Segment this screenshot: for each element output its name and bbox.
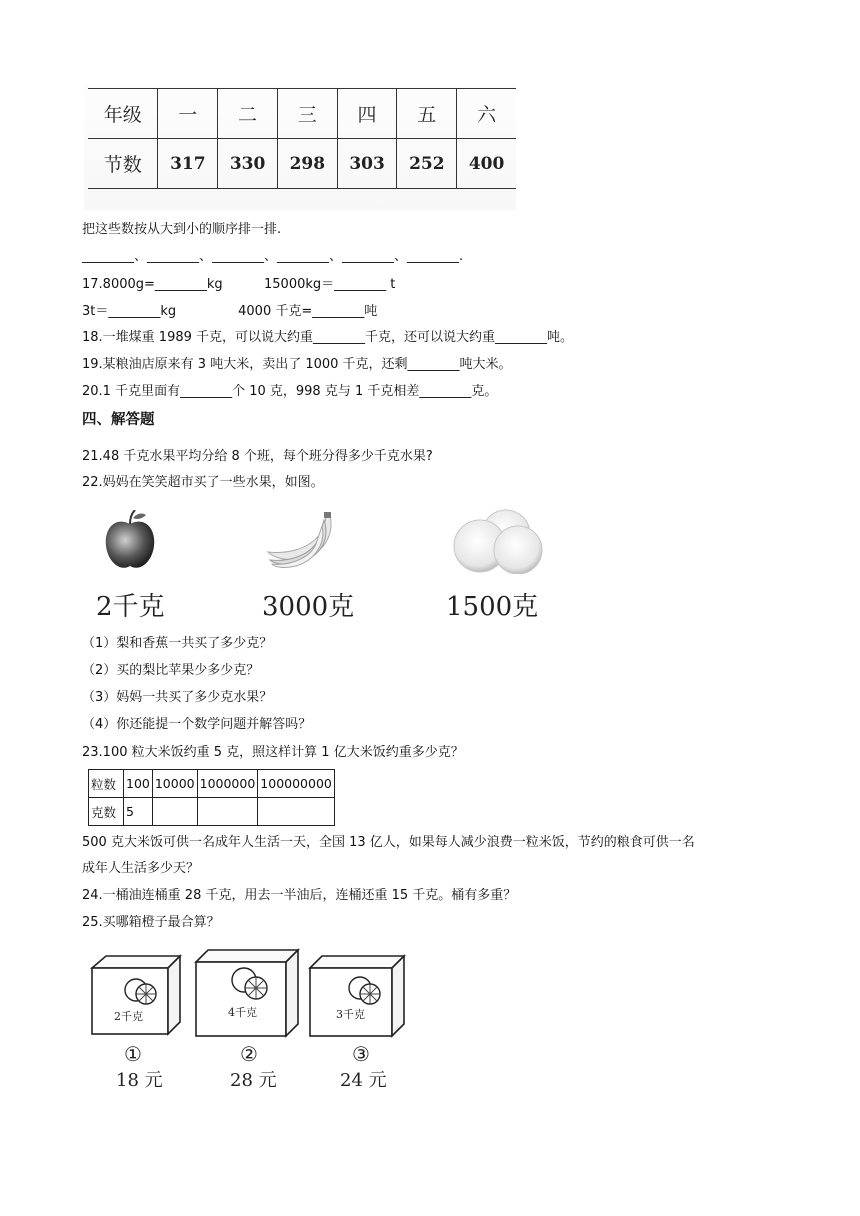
question-24: 24.一桶油连桶重 28 千克，用去一半油后，连桶还重 15 千克。桶有多重？ [82, 888, 517, 903]
apple-icon [104, 510, 156, 572]
banana-icon [264, 512, 352, 568]
question-19: 19.某粮油店原来有 3 吨大米，卖出了 1000 千克，还剩________吨大米。 [82, 357, 512, 372]
pear-weight-label: 1500克 [446, 592, 539, 622]
question-22: 22.妈妈在笑笑超市买了一些水果，如图。 [82, 475, 324, 490]
pear-icon [450, 506, 550, 574]
grade-cell: 五 [397, 89, 457, 139]
grade-row-header: 年级 [88, 89, 158, 139]
question-22-part-2: （2）买的梨比苹果少多少克？ [82, 663, 260, 678]
grade-cell: 四 [337, 89, 397, 139]
table-cell [152, 798, 197, 826]
section-4-heading: 四、解答题 [82, 412, 155, 428]
grade-row [88, 89, 516, 139]
table-cell: 100000000 [258, 770, 335, 798]
table-cell: 10000 [152, 770, 197, 798]
box-weight-label: 4千克 [228, 1006, 257, 1019]
question-18: 18.一堆煤重 1989 千克，可以说大约重________千克，还可以说大约重________吨。 [82, 330, 574, 345]
table-cell: 1000000 [197, 770, 258, 798]
count-cell: 317 [158, 139, 218, 189]
question-22-part-1: （1）梨和香蕉一共买了多少克？ [82, 636, 273, 651]
table-row [89, 770, 335, 798]
count-cell: 400 [457, 139, 516, 189]
grade-cell: 一 [158, 89, 218, 139]
question-22-part-3: （3）妈妈一共买了多少克水果？ [82, 690, 273, 705]
box-price: 28 元 [230, 1070, 277, 1091]
apple-weight-label: 2千克 [96, 592, 165, 622]
count-cell: 252 [397, 139, 457, 189]
table-cell [197, 798, 258, 826]
box-weight-label: 2千克 [114, 1010, 143, 1023]
table-cell: 克数 [89, 798, 124, 826]
question-17-line2: 3t＝________kg 4000 千克=________吨 [82, 304, 378, 319]
question-22-part-4: （4）你还能提一个数学问题并解答吗？ [82, 717, 312, 732]
orange-box-icon [194, 948, 300, 1038]
question-17-line1: 17.8000g=________kg 15000kg＝________ t [82, 277, 396, 292]
grade-cell: 六 [457, 89, 516, 139]
grade-cell: 二 [218, 89, 278, 139]
question-23-body-line2: 成年人生活多少天？ [82, 861, 200, 876]
question-23-body-line1: 500 克大米饭可供一名成年人生活一天，全国 13 亿人，如果每人减少浪费一粒米饭，节约的粮食可供一名 [82, 835, 695, 850]
rice-weight-table [88, 769, 335, 826]
count-cell: 298 [277, 139, 337, 189]
table-cell: 100 [124, 770, 153, 798]
count-row [88, 139, 516, 189]
table-cell [258, 798, 335, 826]
table-row [89, 798, 335, 826]
count-cell: 330 [218, 139, 278, 189]
box-price: 18 元 [116, 1070, 163, 1091]
count-row-header: 节数 [88, 139, 158, 189]
sort-answer-blanks: ________、________、________、________、________、________. [82, 249, 464, 264]
box-number: ② [240, 1042, 258, 1066]
grade-table-image [84, 84, 516, 210]
box-number: ① [124, 1042, 142, 1066]
box-number: ③ [352, 1042, 370, 1066]
question-20: 20.1 千克里面有________个 10 克，998 克与 1 千克相差________克。 [82, 384, 498, 399]
orange-box-icon [308, 954, 406, 1038]
box-weight-label: 3千克 [336, 1008, 365, 1021]
question-25: 25.买哪箱橙子最合算？ [82, 915, 220, 930]
banana-weight-label: 3000克 [262, 592, 355, 622]
grade-cell: 三 [277, 89, 337, 139]
count-cell: 303 [337, 139, 397, 189]
question-21: 21.48 千克水果平均分给 8 个班，每个班分得多少千克水果? [82, 449, 433, 464]
box-price: 24 元 [340, 1070, 387, 1091]
sort-instruction: 把这些数按从大到小的顺序排一排. [82, 222, 282, 237]
table-cell: 粒数 [89, 770, 124, 798]
table-cell: 5 [124, 798, 153, 826]
question-23: 23.100 粒大米饭约重 5 克，照这样计算 1 亿大米饭约重多少克？ [82, 745, 464, 760]
